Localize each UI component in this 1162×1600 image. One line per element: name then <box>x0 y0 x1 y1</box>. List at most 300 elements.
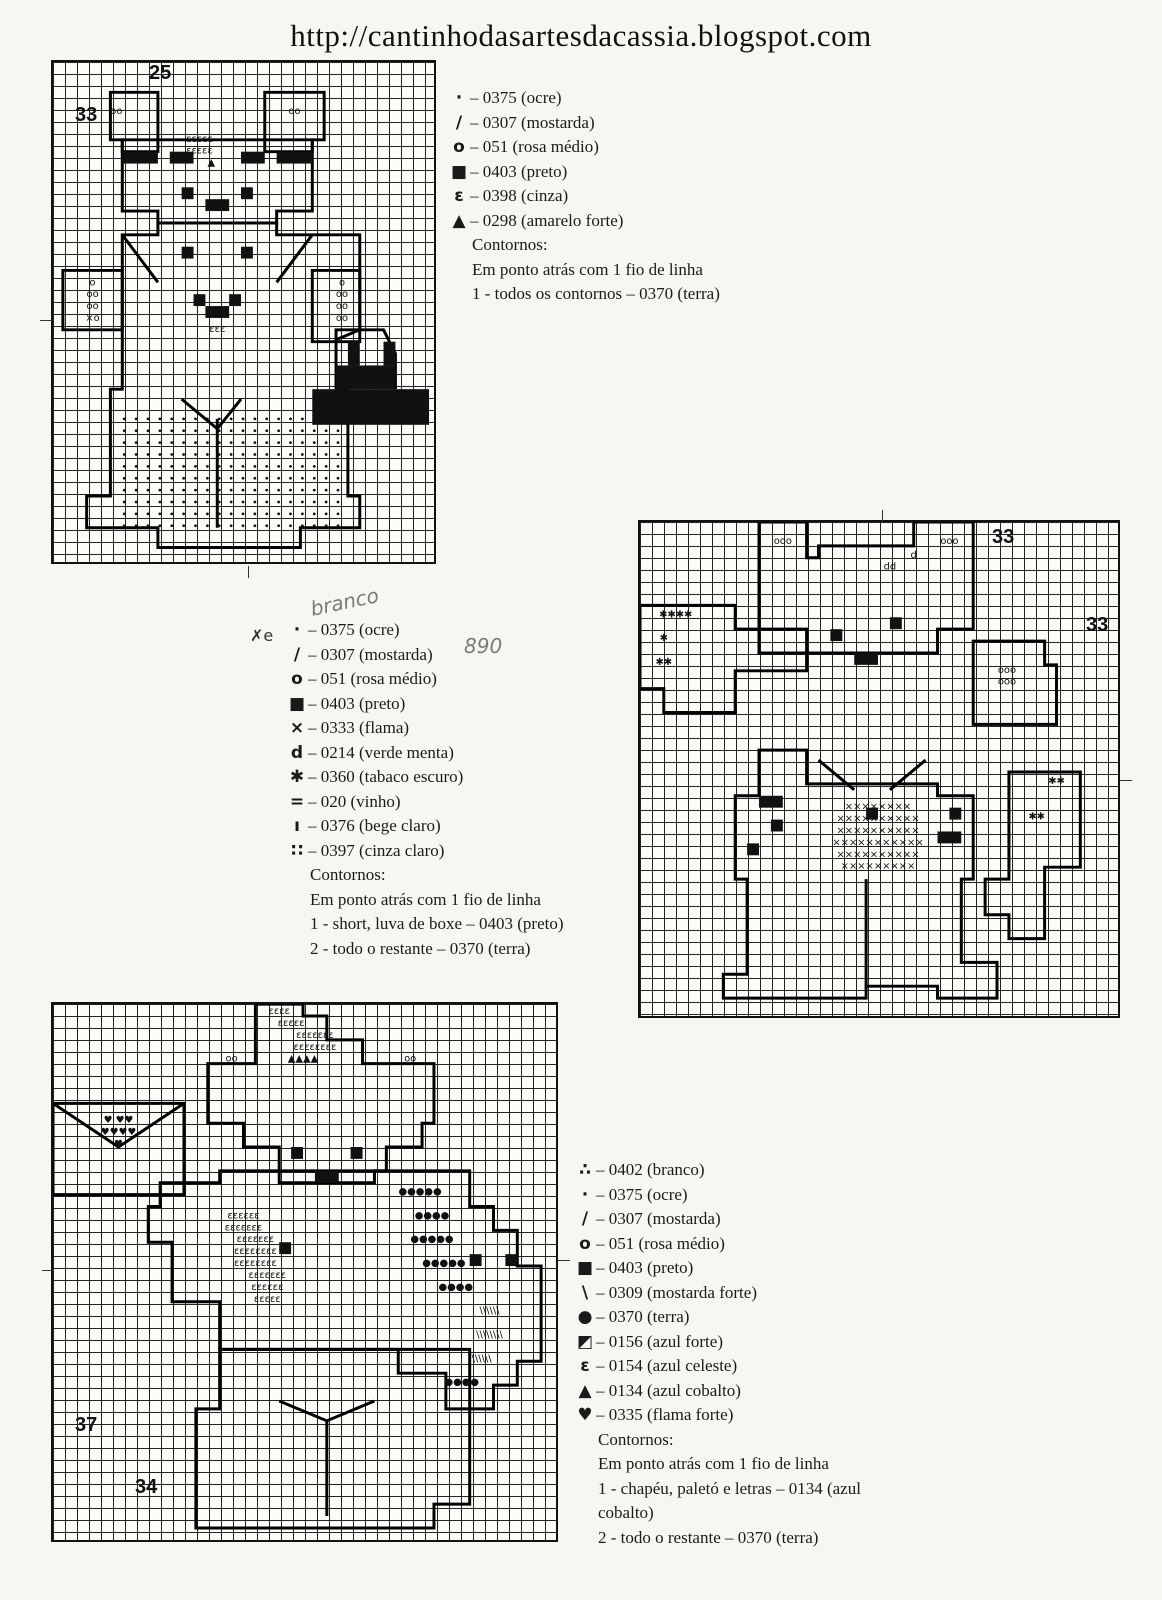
stitch-dot <box>301 453 304 456</box>
margin-tick <box>40 320 52 321</box>
stitch-dot <box>325 465 328 468</box>
outline-line: cobalto) <box>598 1503 654 1522</box>
triangle-icon: ▲ <box>578 1380 592 1401</box>
svg-text:dd: dd <box>883 561 897 573</box>
stitch-dot <box>313 501 316 504</box>
stitch-dot <box>265 477 268 480</box>
filled-circle-icon: ● <box>577 1307 593 1327</box>
stitch-dot <box>206 477 209 480</box>
stitch-dot <box>135 524 138 527</box>
legend-row <box>448 135 720 160</box>
svg-text:××××××××: ×××××××× <box>844 801 912 813</box>
svg-text:εεεεε: εεεεε <box>186 145 213 157</box>
stitch-dot <box>158 524 161 527</box>
stitch-dot <box>147 489 150 492</box>
svg-text:oo: oo <box>86 301 99 313</box>
stitch-dot <box>337 429 340 432</box>
stitch-dot <box>206 512 209 515</box>
cross-stitch-chart-bear-2 <box>638 520 1120 1018</box>
heart-icon: ♥ <box>577 1405 593 1425</box>
stitch-dot <box>158 417 161 420</box>
stitch-dot <box>242 512 245 515</box>
stitch-dot <box>135 501 138 504</box>
stitch-dot <box>289 429 292 432</box>
stitch-dot <box>194 453 197 456</box>
svg-text:εεεεεεεε: εεεεεεεε <box>233 1258 277 1270</box>
stitch-dot <box>170 441 173 444</box>
stitch-dot <box>313 512 316 515</box>
legend-chart-1 <box>448 86 720 307</box>
svg-text:εεεεεεε: εεεεεεε <box>224 1222 263 1234</box>
stitch-dot <box>253 441 256 444</box>
svg-text:oo: oo <box>225 1053 238 1065</box>
svg-text:oo: oo <box>335 312 349 324</box>
stitch-dot <box>230 524 233 527</box>
svg-text:ooo: ooo <box>773 535 792 547</box>
stitch-dot <box>182 501 185 504</box>
stitch-dot <box>147 512 150 515</box>
stitch-dot <box>325 524 328 527</box>
legend-chart-2 <box>286 618 564 961</box>
stitch-dot <box>218 501 221 504</box>
stitch-dot <box>170 453 173 456</box>
bear-2-pattern <box>640 522 1118 1016</box>
svg-text:✱✱: ✱✱ <box>655 656 673 668</box>
margin-tick <box>882 510 883 522</box>
stitch-dot <box>170 465 173 468</box>
outline-line: Em ponto atrás com 1 fio de linha <box>598 1454 829 1473</box>
svg-text:oo: oo <box>404 1053 417 1065</box>
legend-row <box>448 86 720 111</box>
svg-text:✱✱✱✱: ✱✱✱✱ <box>659 609 693 621</box>
stitch-dot <box>147 501 150 504</box>
svg-text:●●●●: ●●●● <box>438 1281 474 1293</box>
svg-text:✱✱: ✱✱ <box>1028 811 1045 823</box>
stitch-dot <box>170 512 173 515</box>
stitch-dot <box>194 512 197 515</box>
legend-label: – 0335 (flama forte) <box>596 1405 734 1424</box>
stitch-dot <box>242 453 245 456</box>
half-square-icon: ◩ <box>576 1331 594 1352</box>
legend-row <box>574 1183 861 1208</box>
d-icon: d <box>290 742 304 763</box>
stitch-dot <box>135 453 138 456</box>
svg-text:εεεε: εεεε <box>268 1006 290 1018</box>
stitch-dot <box>158 477 161 480</box>
legend-label: – 0307 (mostarda) <box>470 112 595 132</box>
stitch-dot <box>194 465 197 468</box>
stitch-dot <box>218 512 221 515</box>
asterisk-icon: ✱ <box>289 767 305 787</box>
svg-text:d: d <box>910 549 917 561</box>
stitch-dot <box>337 453 340 456</box>
stitch-dot <box>123 489 126 492</box>
stitch-dot <box>325 501 328 504</box>
legend-chart-3 <box>574 1158 861 1550</box>
square-icon: ■ <box>576 1258 594 1278</box>
stitch-dot <box>194 441 197 444</box>
svg-text:εεεεεεεε: εεεεεεεε <box>293 1041 337 1053</box>
stitch-dot <box>313 465 316 468</box>
stitch-dot <box>337 417 340 420</box>
outline-title: Contornos: <box>598 1429 674 1449</box>
dot-icon: · <box>293 620 301 640</box>
stitch-dot <box>135 477 138 480</box>
handwritten-marks: ✗e <box>250 626 274 645</box>
legend-label: – 051 (rosa médio) <box>470 137 599 156</box>
stitch-dot <box>123 453 126 456</box>
legend-label: – 0375 (ocre) <box>470 88 562 107</box>
stitch-dot <box>242 441 245 444</box>
stitch-dot <box>242 501 245 504</box>
legend-row <box>286 839 564 864</box>
legend-row <box>574 1281 861 1306</box>
outline-line: 1 - todos os contornos – 0370 (terra) <box>472 284 720 303</box>
dot-icon: · <box>581 1184 589 1205</box>
stitch-dot <box>242 477 245 480</box>
stitch-dot <box>194 489 197 492</box>
stitch-dot <box>135 465 138 468</box>
legend-row <box>574 1232 861 1257</box>
stitch-dot <box>170 477 173 480</box>
svg-text:εεε: εεε <box>209 323 226 335</box>
svg-text:×××××××××××: ××××××××××× <box>832 837 924 849</box>
stitch-dot <box>194 501 197 504</box>
stitch-dot <box>147 465 150 468</box>
stitch-dot <box>123 477 126 480</box>
stitch-dot <box>301 417 304 420</box>
stitch-dot <box>265 453 268 456</box>
stitch-dot <box>253 512 256 515</box>
stitch-dot <box>158 489 161 492</box>
slash-icon: / <box>581 1209 589 1229</box>
circle-icon: o <box>453 137 465 157</box>
stitch-dot <box>289 477 292 480</box>
stitch-dot <box>182 441 185 444</box>
svg-text:●●●●: ●●●● <box>444 1377 480 1389</box>
svg-text:ooo: ooo <box>997 664 1017 676</box>
stitch-dot <box>147 417 150 420</box>
stitch-dot <box>337 477 340 480</box>
svg-text:×××××××××: ××××××××× <box>840 861 916 873</box>
legend-row <box>574 1330 861 1355</box>
legend-label: – 0398 (cinza) <box>470 186 569 205</box>
chart1-width-label: 25 <box>149 62 172 84</box>
outline-title: Contornos: <box>310 865 386 884</box>
stitch-dot <box>265 441 268 444</box>
svg-text:××××××××××: ×××××××××× <box>836 825 920 837</box>
cross-icon: × <box>289 718 305 738</box>
stitch-dot <box>337 524 340 527</box>
stitch-dot <box>182 429 185 432</box>
stitch-dot <box>325 477 328 480</box>
legend-row <box>574 1379 861 1404</box>
stitch-dot <box>253 417 256 420</box>
outline-line: Em ponto atrás com 1 fio de linha <box>310 889 541 909</box>
stitch-dot <box>194 417 197 420</box>
stitch-dot <box>242 417 245 420</box>
stitch-dot <box>301 465 304 468</box>
stitch-dot <box>289 417 292 420</box>
svg-text:●●●●●: ●●●●● <box>410 1234 454 1246</box>
stitch-dot <box>170 501 173 504</box>
stitch-dot <box>147 477 150 480</box>
legend-row <box>574 1305 861 1330</box>
stitch-dot <box>277 489 280 492</box>
svg-text:o: o <box>338 277 345 289</box>
epsilon-icon: ε <box>580 1356 590 1376</box>
legend-label: – 0375 (ocre) <box>596 1184 688 1204</box>
svg-text:ooo: ooo <box>940 535 959 547</box>
svg-text:εεεεεε: εεεεεε <box>227 1210 260 1222</box>
stitch-dot <box>313 441 316 444</box>
margin-tick <box>42 1270 54 1271</box>
legend-label: – 0360 (tabaco escuro) <box>308 767 464 786</box>
stitch-dot <box>158 465 161 468</box>
stitch-dot <box>218 524 221 527</box>
legend-label: – 0403 (preto) <box>596 1258 694 1277</box>
chart2-width-label: 33 <box>992 526 1015 548</box>
stitch-dot <box>170 524 173 527</box>
stitch-dot <box>277 501 280 504</box>
stitch-dot <box>123 512 126 515</box>
stitch-dot <box>289 453 292 456</box>
legend-label: – 0214 (verde menta) <box>308 742 454 762</box>
stitch-dot <box>265 489 268 492</box>
stitch-dot <box>230 512 233 515</box>
stitch-dot <box>277 512 280 515</box>
outline-line: 2 - todo o restante – 0370 (terra) <box>598 1527 819 1547</box>
margin-tick <box>1120 780 1132 781</box>
stitch-dot <box>170 417 173 420</box>
legend-row <box>286 643 564 668</box>
stitch-dot <box>194 524 197 527</box>
svg-text:oo: oo <box>288 106 301 118</box>
stitch-dot <box>289 489 292 492</box>
stitch-dot <box>265 501 268 504</box>
equals-icon: = <box>289 791 305 812</box>
stitch-dot <box>182 524 185 527</box>
stitch-dot <box>230 417 233 420</box>
stitch-dot <box>182 453 185 456</box>
legend-row <box>448 111 720 136</box>
legend-row <box>286 692 564 717</box>
stitch-dot <box>147 429 150 432</box>
svg-text:εεεεε: εεεεε <box>253 1293 281 1305</box>
legend-row <box>574 1354 861 1379</box>
stitch-dot <box>158 441 161 444</box>
chart3-height-label: 37 <box>75 1414 98 1436</box>
svg-text:oo: oo <box>110 106 123 118</box>
stitch-dot <box>230 453 233 456</box>
stitch-dot <box>277 477 280 480</box>
svg-text:●●●●: ●●●● <box>414 1210 450 1222</box>
stitch-dot <box>277 453 280 456</box>
stitch-dot <box>313 477 316 480</box>
stitch-dot <box>218 441 221 444</box>
stitch-dot <box>218 465 221 468</box>
legend-label: – 0403 (preto) <box>308 693 406 713</box>
stitch-dot <box>123 429 126 432</box>
stitch-dot <box>182 512 185 515</box>
svg-text:♥♥♥♥: ♥♥♥♥ <box>100 1127 137 1139</box>
svg-text:εεεεε: εεεεε <box>186 133 213 145</box>
legend-row <box>448 184 720 209</box>
svg-text:εεεεεεε: εεεεεεε <box>236 1234 275 1246</box>
stitch-dot <box>253 465 256 468</box>
stitch-dot <box>253 489 256 492</box>
stitch-dot <box>194 429 197 432</box>
stitch-dot <box>289 524 292 527</box>
legend-label: – 0156 (azul forte) <box>596 1331 723 1351</box>
stitch-dot <box>170 489 173 492</box>
stitch-dot <box>135 512 138 515</box>
stitch-dot <box>230 489 233 492</box>
stitch-dot <box>242 465 245 468</box>
stitch-dot <box>206 429 209 432</box>
stitch-dot <box>265 512 268 515</box>
svg-text:o: o <box>89 277 96 289</box>
outline-line: 2 - todo o restante – 0370 (terra) <box>310 938 531 958</box>
chart2-height-label: 33 <box>1086 614 1109 636</box>
four-dots-icon: ∷ <box>291 840 303 861</box>
svg-text:✱✱: ✱✱ <box>1048 775 1065 787</box>
svg-text:εεεεεεεε: εεεεεεεε <box>233 1246 277 1258</box>
stitch-dot <box>313 453 316 456</box>
stitch-dot <box>277 417 280 420</box>
svg-text:××××××××××: ×××××××××× <box>836 849 920 861</box>
svg-text:♥ ♥♥: ♥ ♥♥ <box>103 1115 134 1127</box>
stitch-dot <box>123 524 126 527</box>
legend-label: – 0375 (ocre) <box>308 620 400 639</box>
stitch-dot <box>123 465 126 468</box>
stitch-dot <box>123 501 126 504</box>
svg-text:×o: ×o <box>85 312 100 324</box>
stitch-dot <box>265 429 268 432</box>
cross-stitch-chart-bear-1 <box>51 60 436 564</box>
legend-label: – 0402 (branco) <box>596 1160 705 1179</box>
stitch-dot <box>170 429 173 432</box>
backslash-icon: \ <box>581 1282 589 1303</box>
stitch-dot <box>289 501 292 504</box>
stitch-dot <box>206 524 209 527</box>
stitch-dot <box>135 429 138 432</box>
dot-icon: · <box>455 88 463 108</box>
legend-label: – 0307 (mostarda) <box>596 1209 721 1228</box>
legend-row <box>574 1256 861 1281</box>
stitch-dot <box>313 524 316 527</box>
svg-text:\\\\\\: \\\\\\ <box>479 1305 500 1317</box>
svg-text:●●●●●: ●●●●● <box>398 1186 442 1198</box>
stitch-dot <box>289 512 292 515</box>
stitch-dot <box>325 441 328 444</box>
legend-label: – 0403 (preto) <box>470 161 568 181</box>
handwritten-number: 890 <box>464 634 503 658</box>
stitch-dot <box>277 465 280 468</box>
stitch-dot <box>206 441 209 444</box>
legend-label: – 051 (rosa médio) <box>596 1233 725 1253</box>
handwritten-note: branco <box>308 583 381 621</box>
stitch-dot <box>253 429 256 432</box>
svg-text:εεεεεε: εεεεεε <box>251 1281 284 1293</box>
stitch-dot <box>147 453 150 456</box>
chart3-width-label: 34 <box>135 1476 158 1498</box>
stitch-dot <box>206 489 209 492</box>
stitch-dot <box>147 441 150 444</box>
stitch-dot <box>277 441 280 444</box>
svg-text:▲: ▲ <box>207 157 216 169</box>
legend-row <box>286 790 564 815</box>
legend-label: – 051 (rosa médio) <box>308 669 437 688</box>
stitch-dot <box>337 512 340 515</box>
circle-icon: o <box>579 1233 591 1254</box>
margin-tick <box>248 566 249 578</box>
stitch-dot <box>337 501 340 504</box>
svg-text:♥: ♥ <box>114 1138 123 1150</box>
legend-row <box>286 618 564 643</box>
stitch-dot <box>301 441 304 444</box>
stitch-dot <box>253 477 256 480</box>
stitch-dot <box>206 501 209 504</box>
slash-icon: / <box>455 112 463 133</box>
svg-text:\\\\\\\\: \\\\\\\\ <box>476 1329 503 1341</box>
stitch-dot <box>301 429 304 432</box>
legend-label: – 0154 (azul celeste) <box>596 1356 738 1375</box>
svg-text:oo: oo <box>335 289 349 301</box>
legend-row <box>574 1158 861 1183</box>
legend-row <box>286 814 564 839</box>
stitch-dot <box>301 489 304 492</box>
stitch-dot <box>337 465 340 468</box>
slash-icon: / <box>293 644 301 665</box>
triangle-icon: ▲ <box>452 210 466 231</box>
svg-text:▲▲▲▲: ▲▲▲▲ <box>287 1053 319 1065</box>
stitch-dot <box>206 453 209 456</box>
stitch-dot <box>123 417 126 420</box>
stitch-dot <box>230 429 233 432</box>
stitch-dot <box>277 429 280 432</box>
epsilon-icon: ε <box>454 186 464 206</box>
legend-row <box>286 741 564 766</box>
svg-text:\\\\\\: \\\\\\ <box>471 1353 492 1365</box>
three-dots-icon: ∴ <box>579 1160 591 1180</box>
stitch-dot <box>182 489 185 492</box>
outline-line: Em ponto atrás com 1 fio de linha <box>472 259 703 279</box>
stitch-dot <box>289 441 292 444</box>
stitch-dot <box>301 477 304 480</box>
stitch-dot <box>135 489 138 492</box>
stitch-dot <box>325 512 328 515</box>
chart1-height-label: 33 <box>75 104 98 126</box>
legend-row <box>286 716 564 741</box>
svg-text:εεεεεεε: εεεεεεε <box>296 1029 334 1041</box>
stitch-dot <box>182 417 185 420</box>
legend-label: – 0298 (amarelo forte) <box>470 210 624 230</box>
stitch-dot <box>265 417 268 420</box>
stitch-dot <box>182 477 185 480</box>
stitch-dot <box>230 441 233 444</box>
svg-text:××××××××××: ×××××××××× <box>836 813 920 825</box>
stitch-dot <box>301 512 304 515</box>
bear-1-pattern <box>53 62 434 562</box>
stitch-dot <box>313 489 316 492</box>
legend-label: – 0309 (mostarda forte) <box>596 1282 757 1302</box>
stitch-dot <box>218 429 221 432</box>
outline-title: Contornos: <box>472 235 548 254</box>
legend-row <box>286 667 564 692</box>
svg-text:oo: oo <box>335 301 349 313</box>
legend-row <box>448 209 720 234</box>
